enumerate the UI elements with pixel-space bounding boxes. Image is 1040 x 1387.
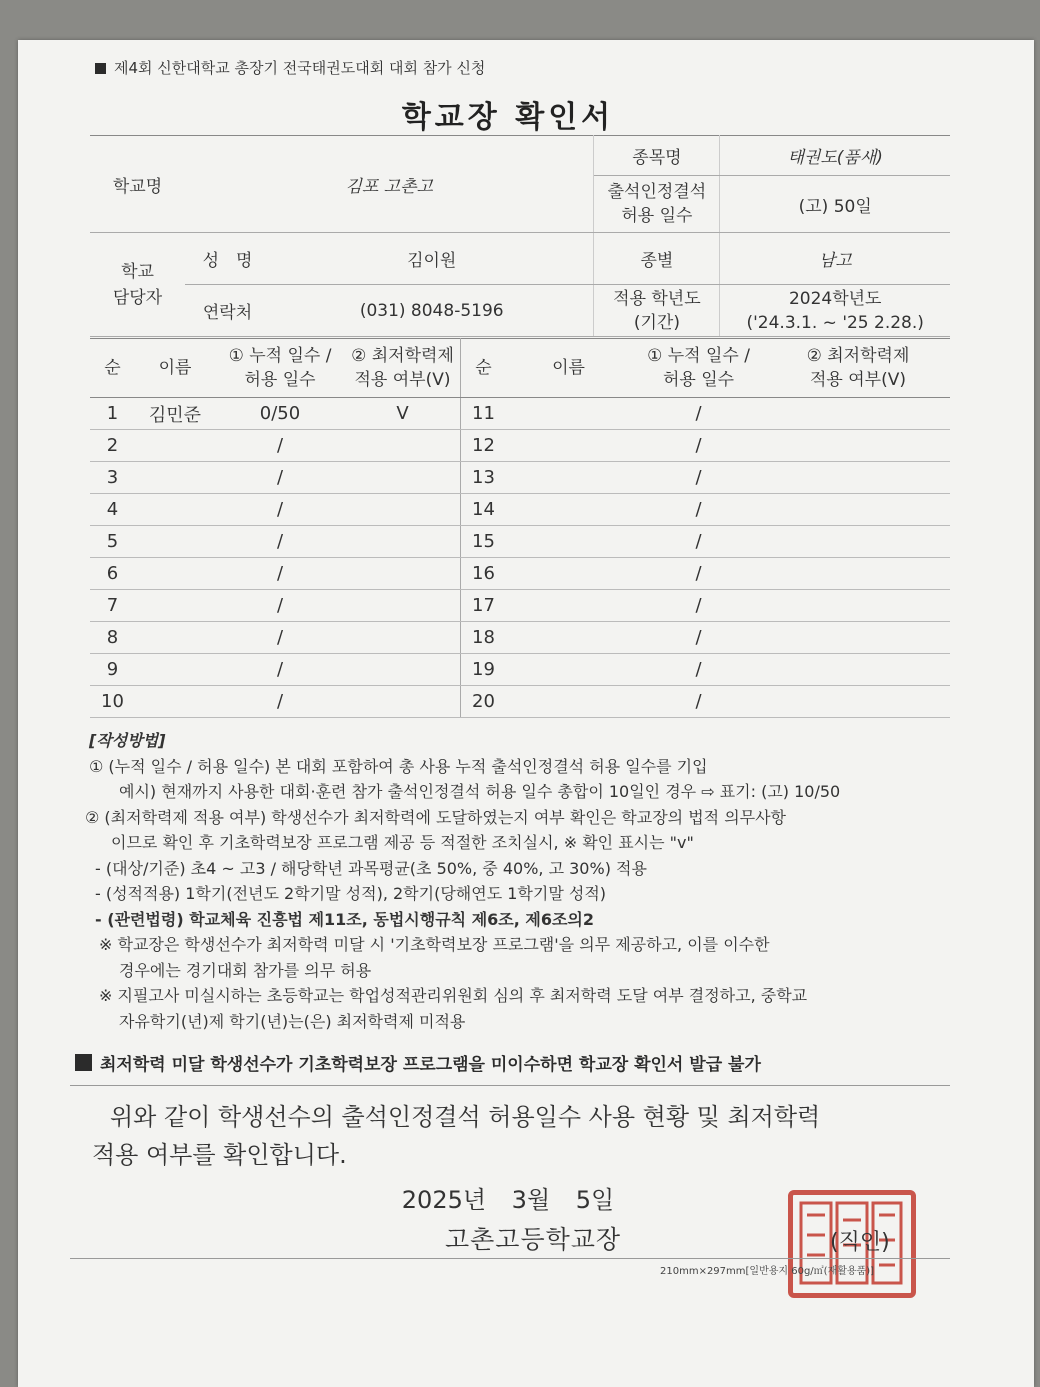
event-value: 태권도(품새) bbox=[720, 136, 950, 176]
instruction-line: 이므로 확인 후 기초학력보장 프로그램 제공 등 적절한 조치실시, ※ 확인 표시는 "v" bbox=[111, 833, 694, 852]
row-name bbox=[135, 526, 215, 558]
row-name bbox=[135, 654, 215, 686]
row-min bbox=[766, 462, 950, 494]
row-min bbox=[345, 494, 461, 526]
instruction-line: 경우에는 경기대회 참가를 의무 허용 bbox=[119, 960, 372, 980]
row-min bbox=[766, 494, 950, 526]
school-info-table bbox=[90, 135, 950, 337]
instruction-line: ① (누적 일수 / 허용 일수) 본 대회 포함하여 총 사용 누적 출석인정결석 허용 일수를 기입 bbox=[89, 756, 708, 776]
row-days: / bbox=[215, 462, 345, 494]
table-row bbox=[90, 526, 950, 558]
row-days: / bbox=[631, 462, 766, 494]
row-min bbox=[345, 622, 461, 654]
instruction-line: ② (최저학력제 적용 여부) 학생선수가 최저학력에 도달하였는지 여부 확인은 학교장의 법적 의무사항 bbox=[85, 807, 787, 827]
row-no: 3 bbox=[90, 462, 135, 494]
row-no: 8 bbox=[90, 622, 135, 654]
row-min bbox=[766, 686, 950, 718]
name-label: 성 명 bbox=[185, 233, 270, 285]
row-no: 5 bbox=[90, 526, 135, 558]
instruction-line: - (관련법령) 학교체육 진흥법 제11조, 동법시행규칙 제6조, 제6조의2 bbox=[95, 909, 595, 929]
row-days: / bbox=[631, 590, 766, 622]
row-days: / bbox=[631, 686, 766, 718]
year-label: 적용 학년도 (기간) bbox=[594, 285, 720, 337]
row-days: / bbox=[215, 558, 345, 590]
row-days: / bbox=[631, 398, 766, 430]
row-min bbox=[766, 526, 950, 558]
row-min bbox=[345, 654, 461, 686]
col-no-2: 순 bbox=[461, 339, 507, 398]
row-min bbox=[766, 654, 950, 686]
notice-text: 최저학력 미달 학생선수가 기초학력보장 프로그램을 미이수하면 학교장 확인서 발급 불가 bbox=[100, 1055, 761, 1075]
row-min bbox=[345, 526, 461, 558]
confirm-line-1: 위와 같이 학생선수의 출석인정결석 허용일수 사용 현황 및 최저학력 bbox=[110, 1103, 821, 1131]
table-row bbox=[90, 622, 950, 654]
table-row bbox=[90, 430, 950, 462]
row-name bbox=[506, 430, 631, 462]
seal-note: (직인) bbox=[830, 1230, 890, 1255]
row-name: 김민준 bbox=[135, 398, 215, 430]
row-name bbox=[506, 494, 631, 526]
row-name bbox=[135, 494, 215, 526]
contact-value: (031) 8048-5196 bbox=[270, 285, 594, 337]
table-row bbox=[90, 654, 950, 686]
allowed-days-label: 출석인정결석 허용 일수 bbox=[594, 176, 720, 233]
instruction-line: 예시) 현재까지 사용한 대회·훈련 참가 출석인정결석 허용 일수 총합이 10일인 경우 ⇨ 표기: (고) 10/50 bbox=[119, 782, 841, 801]
row-no: 11 bbox=[461, 398, 507, 430]
name-value: 김이원 bbox=[270, 233, 594, 285]
row-days: 0/50 bbox=[215, 398, 345, 430]
row-no: 12 bbox=[461, 430, 507, 462]
row-min bbox=[766, 398, 950, 430]
row-name bbox=[506, 686, 631, 718]
table-row bbox=[90, 462, 950, 494]
row-name bbox=[506, 462, 631, 494]
year-value: 2024학년도 ('24.3.1. ~ '25 2.28.) bbox=[720, 285, 950, 337]
row-days: / bbox=[631, 654, 766, 686]
checkbox-icon bbox=[75, 1054, 92, 1071]
gender-label: 종별 bbox=[594, 233, 720, 285]
row-min bbox=[766, 622, 950, 654]
row-name bbox=[135, 558, 215, 590]
row-name bbox=[135, 622, 215, 654]
row-min bbox=[345, 462, 461, 494]
table-row bbox=[90, 590, 950, 622]
col-min: ② 최저학력제 적용 여부(V) bbox=[345, 339, 461, 398]
row-no: 17 bbox=[461, 590, 507, 622]
row-name bbox=[506, 590, 631, 622]
col-days: ① 누적 일수 / 허용 일수 bbox=[215, 339, 345, 398]
allowed-days-value: (고) 50일 bbox=[720, 176, 950, 233]
row-no: 9 bbox=[90, 654, 135, 686]
row-days: / bbox=[215, 590, 345, 622]
instructions bbox=[75, 728, 955, 1034]
row-no: 19 bbox=[461, 654, 507, 686]
row-min bbox=[345, 558, 461, 590]
row-no: 14 bbox=[461, 494, 507, 526]
row-min bbox=[345, 686, 461, 718]
instruction-line: ※ 학교장은 학생선수가 최저학력 미달 시 '기초학력보장 프로그램'을 의무 제공하고, 이를 이수한 bbox=[99, 935, 770, 954]
principal-name: 고촌고등학교장 bbox=[445, 1225, 622, 1254]
issue-date: 2025년 3월 5일 bbox=[401, 1186, 615, 1214]
row-days: / bbox=[631, 526, 766, 558]
row-name bbox=[506, 558, 631, 590]
row-days: / bbox=[215, 686, 345, 718]
instructions-title: [작성방법] bbox=[89, 731, 166, 750]
row-no: 7 bbox=[90, 590, 135, 622]
row-name bbox=[506, 398, 631, 430]
row-no: 16 bbox=[461, 558, 507, 590]
row-days: / bbox=[215, 494, 345, 526]
row-name bbox=[506, 622, 631, 654]
row-name bbox=[135, 590, 215, 622]
row-days: / bbox=[215, 430, 345, 462]
row-days: / bbox=[631, 494, 766, 526]
row-no: 2 bbox=[90, 430, 135, 462]
col-name-2: 이름 bbox=[506, 339, 631, 398]
row-days: / bbox=[215, 654, 345, 686]
row-name bbox=[135, 430, 215, 462]
row-days: / bbox=[631, 430, 766, 462]
school-value: 김포 고촌고 bbox=[185, 136, 594, 233]
row-min bbox=[766, 558, 950, 590]
col-no: 순 bbox=[90, 339, 135, 398]
paper-spec: 210mm×297mm[일반용지 60g/㎡(재활용품)] bbox=[660, 1266, 875, 1277]
gender-value: 남고 bbox=[720, 233, 950, 285]
row-days: / bbox=[215, 526, 345, 558]
row-days: / bbox=[631, 622, 766, 654]
row-min bbox=[345, 430, 461, 462]
row-min bbox=[766, 590, 950, 622]
row-no: 1 bbox=[90, 398, 135, 430]
athlete-list-table bbox=[90, 338, 950, 718]
row-no: 10 bbox=[90, 686, 135, 718]
athlete-rows bbox=[90, 398, 950, 718]
row-no: 13 bbox=[461, 462, 507, 494]
contact-label: 연락처 bbox=[185, 285, 270, 337]
school-label: 학교명 bbox=[90, 136, 185, 233]
confirm-statement bbox=[80, 1098, 960, 1174]
instruction-line: 자유학기(년)제 학기(년)는(은) 최저학력제 미적용 bbox=[119, 1011, 466, 1031]
table-row bbox=[90, 398, 950, 430]
document-title: 학교장 확인서 bbox=[401, 100, 615, 135]
footer-divider bbox=[70, 1258, 950, 1259]
col-name: 이름 bbox=[135, 339, 215, 398]
instruction-line: - (대상/기준) 초4 ~ 고3 / 해당학년 과목평균(초 50%, 중 40%, 고 30%) 적용 bbox=[95, 858, 647, 878]
col-min-2: ② 최저학력제 적용 여부(V) bbox=[766, 339, 950, 398]
divider bbox=[70, 1085, 950, 1086]
row-name bbox=[506, 654, 631, 686]
row-name bbox=[135, 686, 215, 718]
notice bbox=[75, 1050, 761, 1075]
row-name bbox=[506, 526, 631, 558]
row-min: V bbox=[345, 398, 461, 430]
row-days: / bbox=[215, 622, 345, 654]
table-row bbox=[90, 558, 950, 590]
row-no: 15 bbox=[461, 526, 507, 558]
instruction-line: - (성적적용) 1학기(전년도 2학기말 성적), 2학기(당해연도 1학기말 성적) bbox=[95, 884, 607, 903]
event-subtitle bbox=[95, 57, 485, 78]
row-no: 4 bbox=[90, 494, 135, 526]
instruction-line: ※ 지필고사 미실시하는 초등학교는 학업성적관리위원회 심의 후 최저학력 도달 여부 결정하고, 중학교 bbox=[99, 986, 808, 1005]
event-label: 종목명 bbox=[594, 136, 720, 176]
row-no: 20 bbox=[461, 686, 507, 718]
col-days-2: ① 누적 일수 / 허용 일수 bbox=[631, 339, 766, 398]
table-row bbox=[90, 494, 950, 526]
row-no: 6 bbox=[90, 558, 135, 590]
manager-label: 학교 담당자 bbox=[90, 233, 185, 337]
square-bullet-icon bbox=[95, 63, 106, 74]
subtitle-text: 제4회 신한대학교 총장기 전국태권도대회 대회 참가 신청 bbox=[114, 59, 486, 77]
row-name bbox=[135, 462, 215, 494]
table-row bbox=[90, 686, 950, 718]
row-min bbox=[766, 430, 950, 462]
row-min bbox=[345, 590, 461, 622]
confirm-line-2: 적용 여부를 확인합니다. bbox=[92, 1141, 347, 1169]
row-no: 18 bbox=[461, 622, 507, 654]
row-days: / bbox=[631, 558, 766, 590]
